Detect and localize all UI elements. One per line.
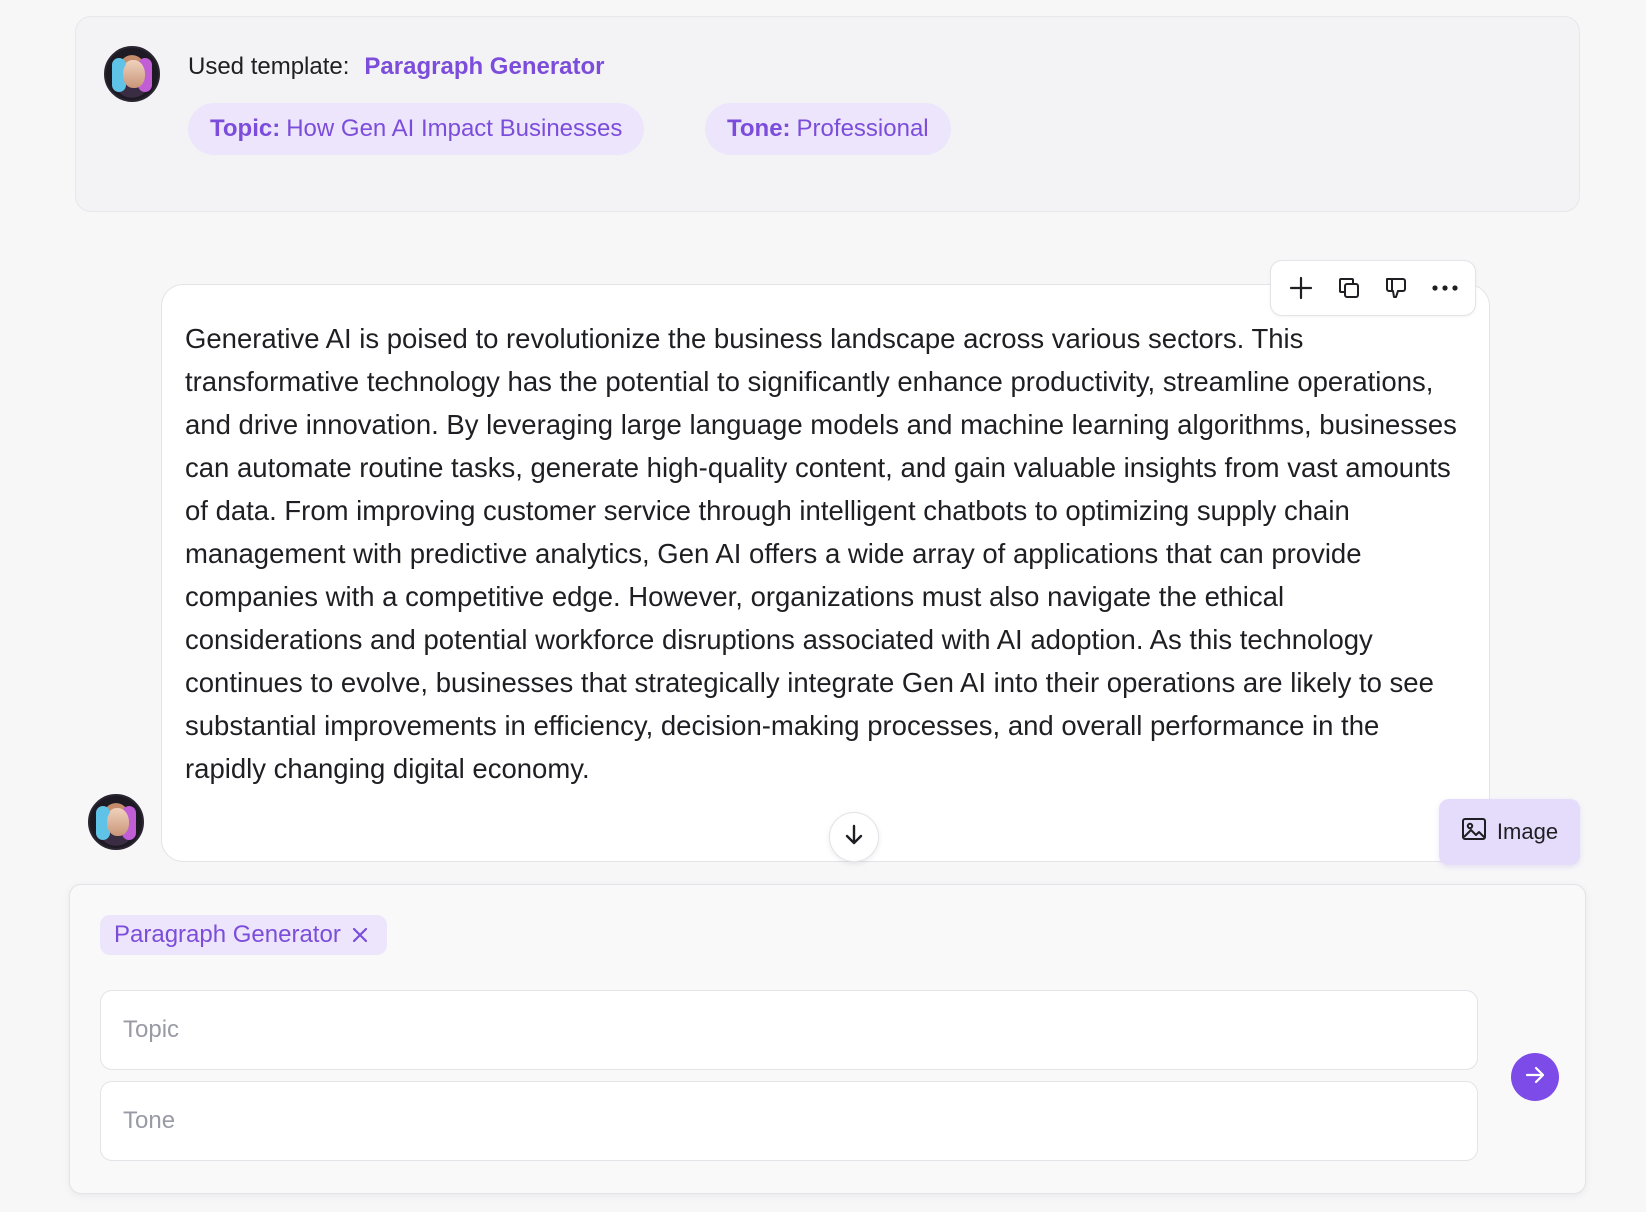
close-icon[interactable]	[351, 926, 369, 944]
scroll-down-button[interactable]	[829, 812, 879, 862]
topic-input[interactable]	[100, 990, 1478, 1070]
selected-template-label: Paragraph Generator	[114, 921, 341, 948]
composer	[69, 884, 1586, 1194]
topic-chip-key: Topic:	[210, 115, 281, 142]
topic-chip-value: How Gen AI Impact Businesses	[286, 115, 623, 142]
tone-chip-key: Tone:	[727, 115, 791, 142]
tone-chip	[705, 103, 951, 155]
used-template-label: Used template:	[188, 53, 350, 80]
selected-template-tag	[100, 915, 387, 955]
message-toolbar	[1270, 260, 1476, 316]
thumbs-down-icon[interactable]	[1377, 268, 1417, 308]
tone-input[interactable]	[100, 1081, 1478, 1161]
arrow-right-icon	[1524, 1064, 1546, 1091]
used-template-line	[188, 52, 605, 82]
copy-icon[interactable]	[1329, 268, 1369, 308]
send-button[interactable]	[1511, 1053, 1559, 1101]
more-icon[interactable]	[1425, 268, 1465, 308]
arrow-down-icon	[842, 823, 866, 852]
image-icon	[1461, 816, 1487, 848]
assistant-message-avatar	[88, 794, 144, 850]
assistant-message-text: Generative AI is poised to revolutionize the business landscape across various sectors. This transformative technology has the potential to significantly enhance productivity, streamline operations, and drive innovation. By leveraging large language models and machine learning algorithms, businesses can automate routine tasks, generate high-quality content, and gain valuable insights from vast amounts of data. From improving customer service through intelligent chatbots to optimizing supply chain management with predictive analytics, Gen AI offers a wide array of applications that can provide companies with a competitive edge. However, organizations must also navigate the ethical considerations and potential workforce disruptions associated with AI adoption. As this technology continues to evolve, businesses that strategically integrate Gen AI into their operations are likely to see substantial improvements in efficiency, decision-making processes, and overall performance in the rapidly changing digital economy.	[185, 323, 1457, 784]
assistant-avatar	[104, 46, 160, 102]
used-template-name[interactable]: Paragraph Generator	[364, 53, 605, 80]
assistant-message-bubble	[161, 284, 1490, 862]
image-button[interactable]	[1439, 799, 1580, 865]
topic-chip	[188, 103, 644, 155]
tone-chip-value: Professional	[796, 115, 929, 142]
image-button-label: Image	[1496, 819, 1559, 844]
plus-icon[interactable]	[1281, 268, 1321, 308]
